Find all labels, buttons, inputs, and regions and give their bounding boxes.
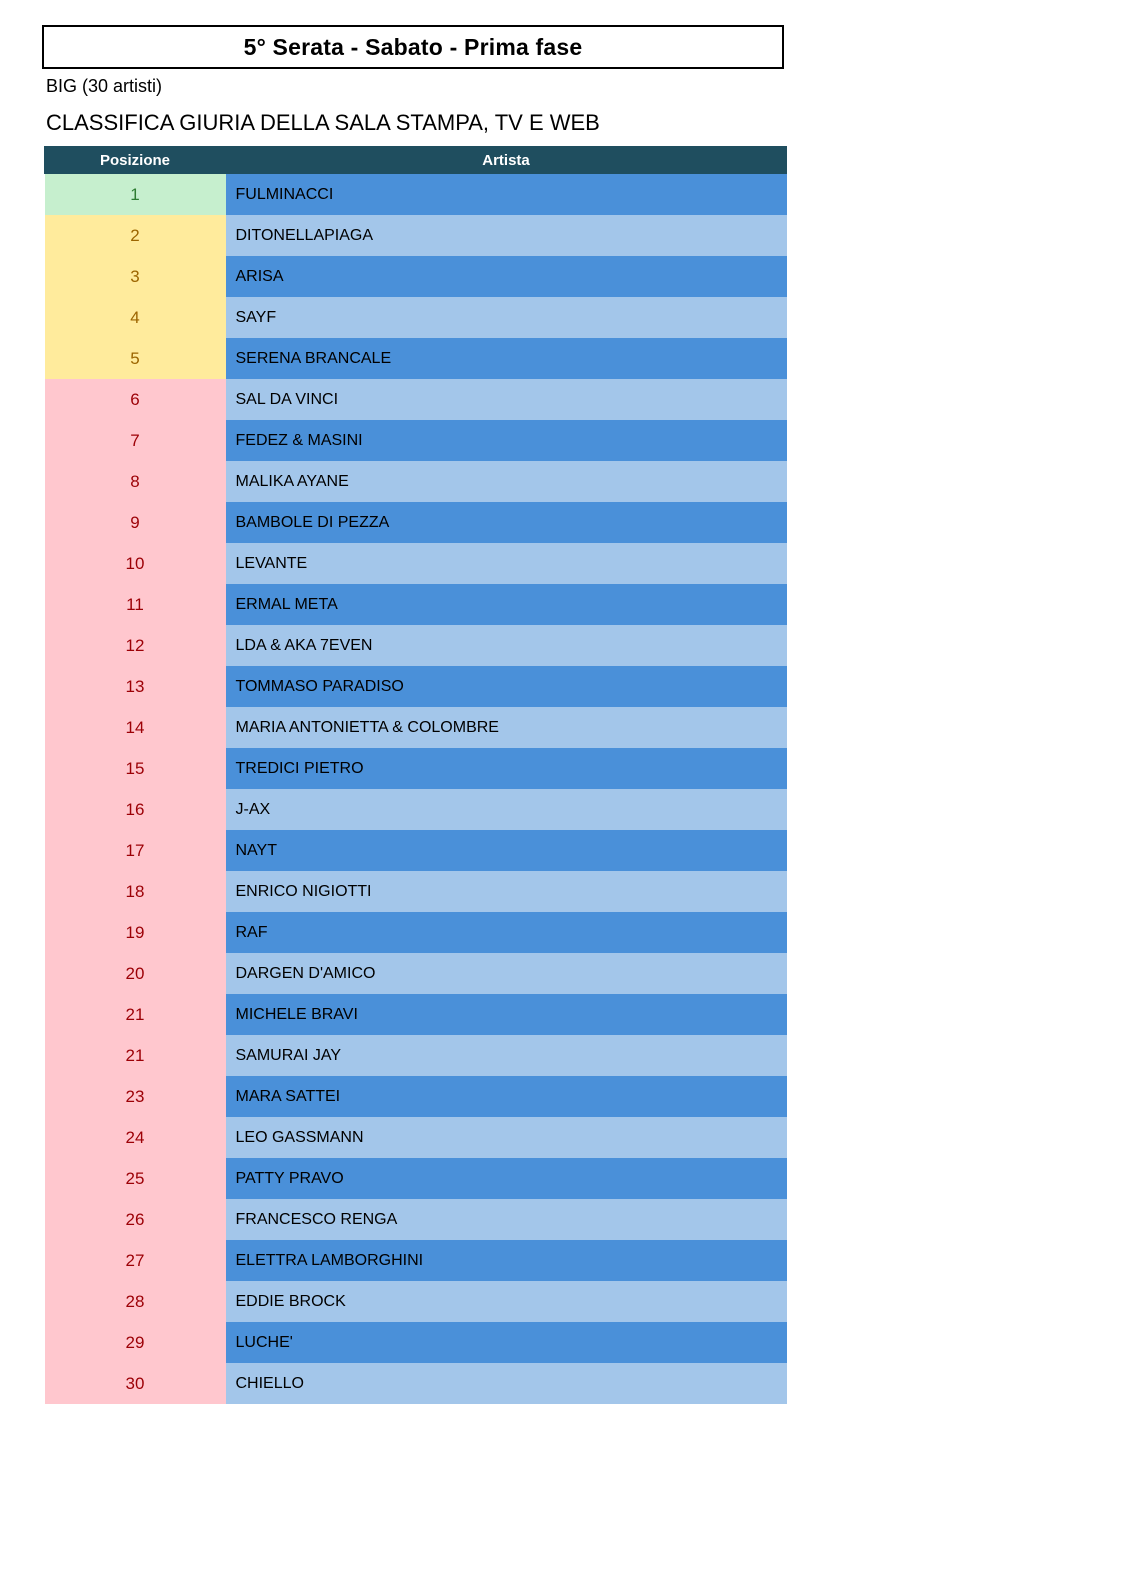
table-row	[45, 748, 787, 789]
position-cell: 13	[45, 666, 226, 707]
position-cell: 27	[45, 1240, 226, 1281]
position-cell: 23	[45, 1076, 226, 1117]
position-cell: 3	[45, 256, 226, 297]
artist-cell: CHIELLO	[226, 1363, 787, 1404]
table-row	[45, 1117, 787, 1158]
table-row	[45, 1322, 787, 1363]
position-cell: 4	[45, 297, 226, 338]
artist-cell: FRANCESCO RENGA	[226, 1199, 787, 1240]
artist-cell: LEO GASSMANN	[226, 1117, 787, 1158]
position-cell: 28	[45, 1281, 226, 1322]
position-cell: 10	[45, 543, 226, 584]
position-cell: 17	[45, 830, 226, 871]
artist-cell: PATTY PRAVO	[226, 1158, 787, 1199]
position-cell: 12	[45, 625, 226, 666]
position-cell: 18	[45, 871, 226, 912]
table-row	[45, 543, 787, 584]
position-cell: 2	[45, 215, 226, 256]
table-row	[45, 420, 787, 461]
table-row	[45, 912, 787, 953]
table-row	[45, 215, 787, 256]
table-row	[45, 502, 787, 543]
position-cell: 21	[45, 994, 226, 1035]
column-header-posizione: Posizione	[45, 147, 226, 174]
artist-cell: MALIKA AYANE	[226, 461, 787, 502]
artist-cell: ENRICO NIGIOTTI	[226, 871, 787, 912]
table-row	[45, 830, 787, 871]
artist-cell: ERMAL META	[226, 584, 787, 625]
artist-cell: SAYF	[226, 297, 787, 338]
table-row	[45, 789, 787, 830]
artist-cell: J-AX	[226, 789, 787, 830]
table-row	[45, 871, 787, 912]
column-header-artista: Artista	[226, 147, 787, 174]
artist-cell: DITONELLAPIAGA	[226, 215, 787, 256]
table-row	[45, 461, 787, 502]
artist-cell: LEVANTE	[226, 543, 787, 584]
table-row	[45, 1199, 787, 1240]
ranking-table	[44, 146, 787, 1404]
table-row	[45, 1076, 787, 1117]
section-title: CLASSIFICA GIURIA DELLA SALA STAMPA, TV E WEB	[46, 110, 600, 135]
table-row	[45, 1240, 787, 1281]
table-row	[45, 174, 787, 216]
table-row	[45, 379, 787, 420]
position-cell: 29	[45, 1322, 226, 1363]
table-row	[45, 256, 787, 297]
table-row	[45, 297, 787, 338]
position-cell: 19	[45, 912, 226, 953]
position-cell: 5	[45, 338, 226, 379]
table-row	[45, 953, 787, 994]
table-row	[45, 625, 787, 666]
title-box	[42, 25, 784, 69]
artist-cell: MICHELE BRAVI	[226, 994, 787, 1035]
artist-cell: DARGEN D'AMICO	[226, 953, 787, 994]
artist-cell: MARA SATTEI	[226, 1076, 787, 1117]
position-cell: 6	[45, 379, 226, 420]
table-row	[45, 1281, 787, 1322]
artist-cell: FEDEZ & MASINI	[226, 420, 787, 461]
table-row	[45, 338, 787, 379]
artist-cell: MARIA ANTONIETTA & COLOMBRE	[226, 707, 787, 748]
artist-cell: ARISA	[226, 256, 787, 297]
position-cell: 26	[45, 1199, 226, 1240]
artist-cell: BAMBOLE DI PEZZA	[226, 502, 787, 543]
table-row	[45, 994, 787, 1035]
position-cell: 8	[45, 461, 226, 502]
position-cell: 21	[45, 1035, 226, 1076]
artist-cell: EDDIE BROCK	[226, 1281, 787, 1322]
position-cell: 11	[45, 584, 226, 625]
artist-cell: TREDICI PIETRO	[226, 748, 787, 789]
artist-cell: SAMURAI JAY	[226, 1035, 787, 1076]
table-row	[45, 707, 787, 748]
table-row	[45, 584, 787, 625]
artist-cell: SERENA BRANCALE	[226, 338, 787, 379]
position-cell: 25	[45, 1158, 226, 1199]
table-body	[45, 174, 787, 1405]
position-cell: 1	[45, 174, 226, 216]
artist-cell: FULMINACCI	[226, 174, 787, 216]
artist-cell: SAL DA VINCI	[226, 379, 787, 420]
artist-cell: NAYT	[226, 830, 787, 871]
artist-cell: LDA & AKA 7EVEN	[226, 625, 787, 666]
artist-cell: RAF	[226, 912, 787, 953]
subtitle-text: BIG (30 artisti)	[46, 76, 163, 96]
position-cell: 24	[45, 1117, 226, 1158]
artist-cell: LUCHE'	[226, 1322, 787, 1363]
artist-cell: ELETTRA LAMBORGHINI	[226, 1240, 787, 1281]
table-row	[45, 666, 787, 707]
position-cell: 30	[45, 1363, 226, 1404]
page-title: 5° Serata - Sabato - Prima fase	[243, 33, 583, 60]
table-row	[45, 1158, 787, 1199]
position-cell: 20	[45, 953, 226, 994]
table-row	[45, 1035, 787, 1076]
position-cell: 7	[45, 420, 226, 461]
position-cell: 14	[45, 707, 226, 748]
table-header-row	[45, 147, 787, 174]
position-cell: 16	[45, 789, 226, 830]
position-cell: 9	[45, 502, 226, 543]
table-row	[45, 1363, 787, 1404]
position-cell: 15	[45, 748, 226, 789]
artist-cell: TOMMASO PARADISO	[226, 666, 787, 707]
